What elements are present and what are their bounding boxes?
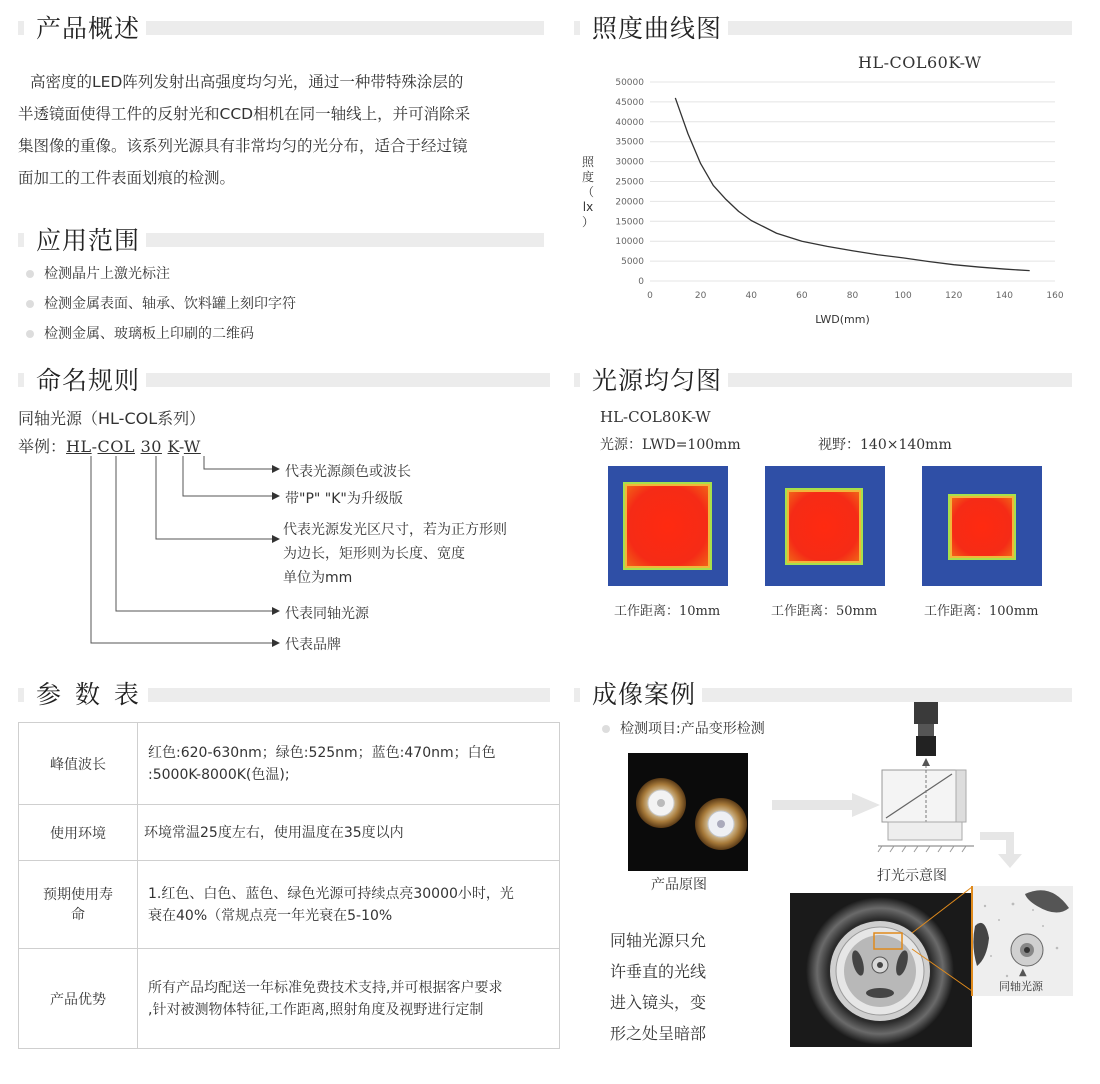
y-tick-label: 35000 [615, 137, 644, 148]
x-tick-label: 20 [694, 291, 707, 301]
naming-desc-coaxial: 代表同轴光源 [285, 606, 369, 622]
y-tick-label: 10000 [615, 237, 644, 248]
imaging-note [610, 925, 706, 1049]
code-brand: HL [66, 437, 92, 456]
x-tick-label: 40 [745, 291, 757, 301]
applications-title: 应用范围 [24, 226, 146, 256]
param-value [138, 805, 560, 861]
param-key-line: 命 [71, 906, 85, 923]
y-tick-label: 5000 [621, 257, 644, 268]
curve-title: 照度曲线图 [580, 14, 728, 44]
bullet-icon [602, 725, 610, 733]
y-tick-label: 0 [638, 277, 644, 287]
x-tick-label: 0 [647, 291, 653, 301]
param-key: 峰值波长 [19, 723, 138, 805]
lighting-schematic [870, 700, 980, 860]
x-tick-label: 60 [796, 291, 808, 301]
x-tick-label: 80 [846, 291, 859, 301]
naming-title: 命名规则 [24, 366, 146, 396]
x-tick-label: 140 [995, 291, 1013, 301]
inspection-label: 检测项目:产品变形检测 [620, 721, 765, 737]
overview-line: 高密度的LED阵列发射出高强度均匀光，通过一种带特殊涂层的 [30, 73, 464, 91]
uniformity-model: HL-COL80K-W [600, 408, 711, 426]
heatmap-caption: 工作距离：100mm [924, 604, 1039, 619]
zoom-image [971, 886, 1073, 996]
table-row [19, 723, 560, 805]
application-item-label: 检测金属表面、轴承、饮料罐上刻印字符 [44, 296, 296, 312]
heatmap-50mm [765, 466, 885, 586]
param-value-line: 红色:620-630nm；绿色:525nm；蓝色:470nm；白色 [148, 744, 496, 761]
imaging-note-line: 进入镜头，变 [610, 993, 707, 1012]
lighting-caption: 打光示意图 [877, 868, 947, 884]
code-size: 30 [140, 437, 162, 456]
product-photo-art [628, 753, 748, 871]
param-value-line: 1.红色、白色、蓝色、绿色光源可持续点亮30000小时，光 [148, 885, 514, 902]
x-tick-label: 120 [945, 291, 963, 301]
product-original-image [628, 753, 748, 871]
process-arrow [772, 792, 882, 818]
naming-desc-size-line: 为边长，矩形则为长度、宽度 [283, 546, 465, 562]
y-tick-label: 40000 [615, 117, 644, 128]
overview-title: 产品概述 [24, 14, 146, 44]
heatmap-hot-area [789, 492, 859, 561]
naming-desc-pk: 带"P" "K"为升级版 [285, 491, 403, 507]
naming-series: 同轴光源（HL-COL系列） [18, 409, 206, 428]
table-row [19, 861, 560, 949]
table-row [19, 949, 560, 1049]
y-tick-label: 45000 [615, 97, 644, 108]
uniformity-title: 光源均匀图 [580, 366, 728, 396]
imaging-note-line: 形之处呈暗部 [610, 1024, 707, 1043]
curve-model: HL-COL60K-W [858, 53, 982, 72]
y-tick-label: 15000 [615, 217, 644, 228]
param-value-line: 衰在40%（常规点亮一年光衰在5-10% [148, 907, 393, 924]
heatmap-hot-area [952, 498, 1012, 556]
params-table [18, 722, 560, 1049]
y-tick-label: 20000 [615, 197, 644, 208]
code-dash: - [178, 437, 184, 456]
imaging-note-line: 同轴光源只允 [610, 931, 707, 950]
naming-desc-brand: 代表品牌 [285, 637, 341, 653]
param-key: 产品优势 [19, 949, 138, 1049]
heatmap-100mm [922, 466, 1042, 586]
x-axis-label: LWD(mm) [815, 313, 870, 326]
heatmap-10mm [608, 466, 728, 586]
x-tick-label: 100 [894, 291, 912, 301]
param-value-line: 环境常温25度左右，使用温度在35度以内 [144, 824, 404, 841]
y-tick-label: 25000 [615, 177, 644, 188]
naming-desc-size [283, 518, 507, 590]
code-color: W [183, 437, 201, 456]
overview-line: 面加工的工件表面划痕的检测。 [18, 169, 236, 187]
y-tick-label: 30000 [615, 157, 644, 168]
naming-example-label: 举例： [18, 437, 67, 456]
camera-icon [914, 702, 938, 724]
overview-line: 半透镜面使得工件的反射光和CCD相机在同一轴线上，并可消除采 [18, 105, 471, 123]
y-tick-label: 50000 [615, 78, 644, 88]
application-item-label: 检测金属、玻璃板上印刷的二维码 [44, 326, 254, 342]
code-coaxial: COL [97, 437, 135, 456]
param-value-line: ,针对被测物体特征,工作距离,照射角度及视野进行定制 [148, 1001, 484, 1018]
imaging-note-line: 许垂直的光线 [610, 962, 707, 981]
uniformity-fov: 视野：140×140mm [818, 437, 952, 453]
illuminance-chart [570, 70, 1070, 330]
param-key: 使用环境 [19, 805, 138, 861]
naming-desc-size-line: 代表光源发光区尺寸，若为正方形则 [283, 522, 507, 538]
naming-desc-size-line: 单位为mm [283, 570, 353, 586]
param-value [138, 949, 560, 1049]
code-grade: K [167, 437, 179, 456]
params-title: 参 数 表 [24, 680, 148, 710]
heatmap-hot-area [627, 486, 708, 566]
heatmap-caption: 工作距离：10mm [614, 604, 721, 619]
param-value [138, 861, 560, 949]
param-value-line: 所有产品均配送一年标准免费技术支持,并可根据客户要求 [148, 979, 503, 996]
x-tick-label: 160 [1046, 291, 1064, 301]
inspection-item [602, 718, 765, 738]
y-axis-label: 照度（ lx ） [581, 155, 595, 229]
zoom-lines [900, 885, 980, 995]
original-caption: 产品原图 [651, 877, 707, 893]
series-line [675, 98, 1029, 271]
code-dash: - [91, 437, 98, 456]
uniformity-source: 光源：LWD=100mm [600, 437, 741, 453]
table-row [19, 805, 560, 861]
down-arrow [978, 820, 1028, 870]
zoom-caption-arrow: ▲ [1019, 967, 1027, 978]
zoom-caption: 同轴光源 [999, 980, 1043, 993]
param-key-line: 预期使用寿 [43, 886, 113, 903]
application-item-label: 检测晶片上激光标注 [44, 266, 170, 282]
param-value [138, 723, 560, 805]
imaging-title: 成像案例 [580, 680, 702, 710]
overview-line: 集图像的重像。该系列光源具有非常均匀的光分布，适合于经过镜 [18, 137, 468, 155]
heatmap-caption: 工作距离：50mm [771, 604, 878, 619]
param-key [19, 861, 138, 949]
param-value-line: :5000K-8000K(色温); [148, 766, 290, 783]
naming-desc-color: 代表光源颜色或波长 [285, 464, 411, 480]
